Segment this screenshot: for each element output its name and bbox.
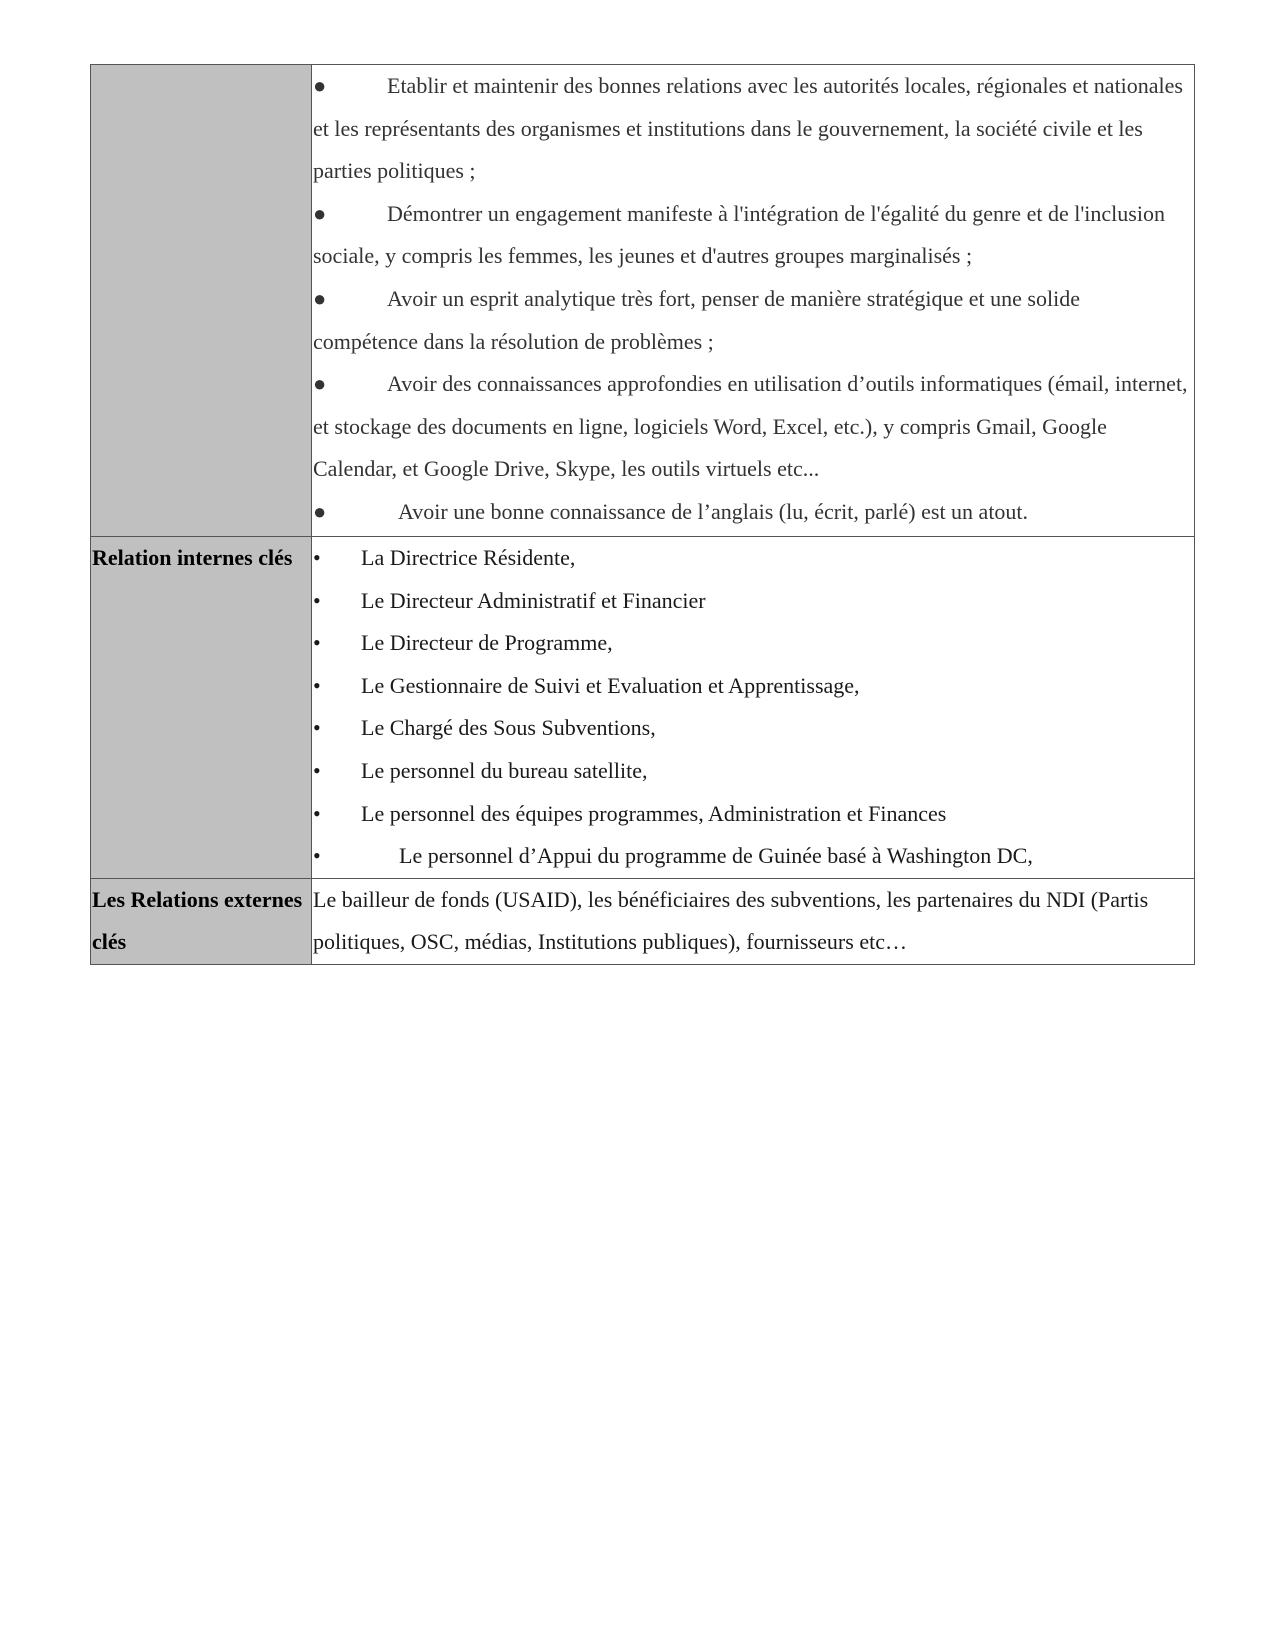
bullet-icon: • bbox=[313, 672, 321, 698]
bullet-icon: • bbox=[313, 715, 321, 741]
bullet-icon: ● bbox=[313, 200, 327, 226]
bullet-icon: • bbox=[313, 800, 321, 826]
list-item: • Le Directeur Administratif et Financier bbox=[313, 580, 1190, 623]
bullet-icon: • bbox=[313, 545, 321, 570]
requirements-table bbox=[90, 64, 1195, 965]
list-item: ● Démontrer un engagement manifeste à l'intégration de l'égalité du genre et de l'inclusion sociale, y compris les femmes, les jeunes et d'autres groupes marginalisés ; bbox=[313, 193, 1190, 278]
table-row-internal-relations bbox=[91, 537, 1195, 879]
bullet-icon: • bbox=[313, 630, 321, 656]
table-row-qualifications bbox=[91, 65, 1195, 537]
row-label-empty bbox=[91, 65, 312, 537]
list-item: • Le Directeur de Programme, bbox=[313, 622, 1190, 665]
list-item: • La Directrice Résidente, bbox=[313, 537, 1190, 580]
bullet-icon: • bbox=[313, 587, 321, 613]
bullet-icon: ● bbox=[313, 285, 327, 311]
list-item: ● Avoir une bonne connaissance de l’anglais (lu, écrit, parlé) est un atout. bbox=[313, 491, 1190, 534]
bullet-icon: • bbox=[313, 843, 321, 869]
list-item: ● Avoir un esprit analytique très fort, penser de manière stratégique et une solide compétence dans la résolution de problèmes ; bbox=[313, 278, 1190, 363]
list-item: • Le personnel des équipes programmes, Administration et Finances bbox=[313, 793, 1190, 836]
list-item: • Le personnel d’Appui du programme de Guinée basé à Washington DC, bbox=[313, 835, 1190, 878]
external-relations-cell: Le bailleur de fonds (USAID), les bénéficiaires des subventions, les partenaires du NDI (Partis politiques, OSC, médias, Institutions publiques), fournisseurs etc… bbox=[312, 878, 1195, 964]
bullet-icon: ● bbox=[313, 371, 327, 397]
bullet-icon: ● bbox=[313, 73, 327, 98]
bullet-icon: • bbox=[313, 757, 321, 783]
list-item: ● Avoir des connaissances approfondies en utilisation d’outils informatiques (émail, internet, et stockage des documents en ligne, logiciels Word, Excel, etc.), y compris Gmail, Google Calendar, et Google Drive, Skype, les outils virtuels etc... bbox=[313, 363, 1190, 491]
internal-relations-cell bbox=[312, 537, 1195, 879]
table-row-external-relations bbox=[91, 878, 1195, 964]
list-item: ● Etablir et maintenir des bonnes relations avec les autorités locales, régionales et nationales et les représentants des organismes et institutions dans le gouvernement, la société civile et les parties politiques ; bbox=[313, 65, 1190, 193]
row-label-internal-relations: Relation internes clés bbox=[91, 537, 312, 879]
row-label-external-relations: Les Relations externes clés bbox=[91, 878, 312, 964]
qualifications-cell bbox=[312, 65, 1195, 537]
list-item: • Le Chargé des Sous Subventions, bbox=[313, 707, 1190, 750]
list-item: • Le personnel du bureau satellite, bbox=[313, 750, 1190, 793]
list-item: • Le Gestionnaire de Suivi et Evaluation et Apprentissage, bbox=[313, 665, 1190, 708]
bullet-icon: ● bbox=[313, 498, 327, 524]
